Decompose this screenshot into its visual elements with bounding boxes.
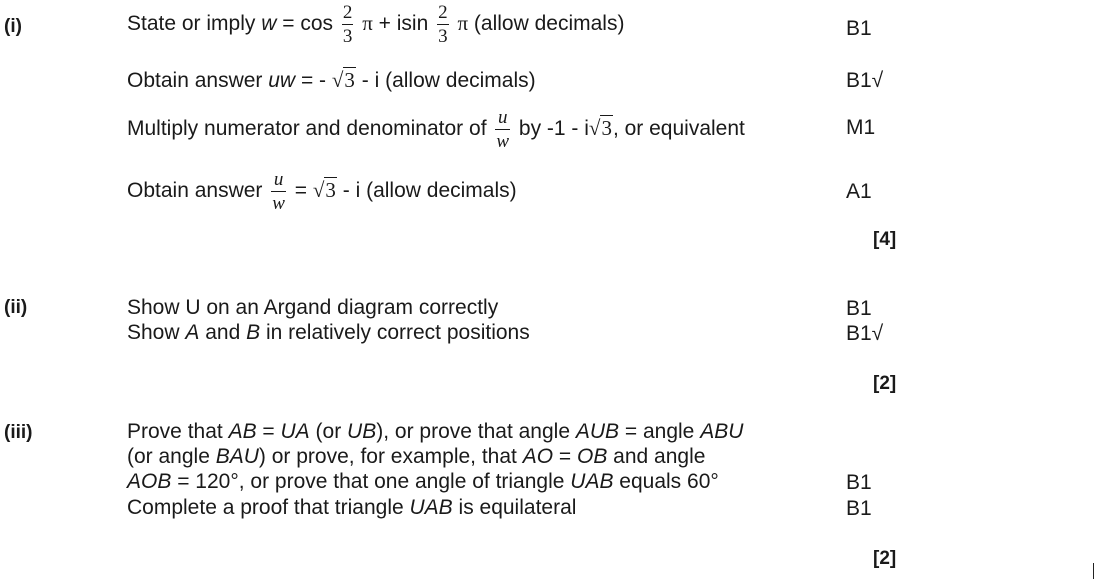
mark-ii-2: B1√ [846,322,884,345]
total-iii: [2] [873,548,897,569]
fraction-denominator: w [272,193,285,214]
line-text: - i (allow decimals) [342,179,517,203]
sqrt-3: √3 [312,178,336,203]
mark-i-2: B1√ [846,69,884,92]
fraction-denominator: w [496,131,510,152]
fraction-numerator: u [273,169,284,190]
part-ii-line-2 [127,321,530,345]
part-i-line-1 [127,3,624,46]
fraction-two-thirds [342,3,354,46]
fraction-numerator: 2 [342,2,353,23]
line-text: Multiply numerator and denominator of [127,117,487,141]
line-text: Obtain answer [127,69,269,92]
point-a: A [185,321,200,344]
line-text: , or equivalent [612,117,745,141]
line-text: Show [127,321,186,344]
line-text: State or imply [127,12,262,36]
line-text: Show U on an Argand diagram correctly [127,296,499,319]
fraction-u-over-w [271,170,286,213]
fraction-u-over-w [495,108,510,151]
part-label-i: (i) [4,16,22,37]
part-ii-line-1 [127,296,498,320]
fraction-numerator: 2 [438,2,448,23]
line-text: + isin [372,12,429,36]
line-text: and [199,321,247,344]
part-i-line-4 [127,170,517,213]
var-uw: uw [268,69,296,92]
sqrt-3: √3 [331,68,355,92]
fraction-denominator: 3 [438,26,448,47]
fraction-denominator: 3 [342,26,353,47]
line-text: = - [295,69,327,92]
part-i-line-2 [127,68,536,93]
mark-i-1: B1 [846,17,872,40]
point-b: B [246,321,261,344]
var-w: w [261,12,277,36]
part-label-iii: (iii) [4,422,33,443]
mark-i-4: A1 [846,180,872,203]
line-text: in relatively correct positions [260,321,530,344]
mark-i-3: M1 [846,116,876,139]
part-iii-line-2: (or angle BAU) or prove, for example, that AO = OB and angle [127,445,706,468]
part-i-line-3 [127,108,745,151]
line-text: (allow decimals) [468,12,625,36]
part-iii-line-1: Prove that AB = UA (or UB), or prove that angle AUB = angle ABU [127,420,744,443]
part-label-ii: (ii) [4,297,28,318]
fraction-numerator: u [497,107,508,128]
line-text: = [294,179,308,203]
fraction-two-thirds [437,3,449,46]
pi-symbol: π [362,11,373,36]
line-text: by -1 - i [518,117,589,141]
sqrt-3: √3 [588,116,612,141]
line-text: - i (allow decimals) [361,69,536,92]
line-text: = cos [276,12,334,36]
pi-symbol: π [457,11,469,36]
part-iii-line-4: Complete a proof that triangle UAB is equilateral [127,496,577,519]
total-ii: [2] [873,373,897,394]
mark-iii-2: B1 [846,497,872,520]
line-text: Obtain answer [127,179,263,203]
text-cursor [1093,563,1094,579]
total-i: [4] [873,229,897,250]
part-iii-line-3: AOB = 120°, or prove that one angle of triangle UAB equals 60° [127,470,719,493]
mark-iii-1: B1 [846,471,872,494]
mark-ii-1: B1 [846,297,872,320]
